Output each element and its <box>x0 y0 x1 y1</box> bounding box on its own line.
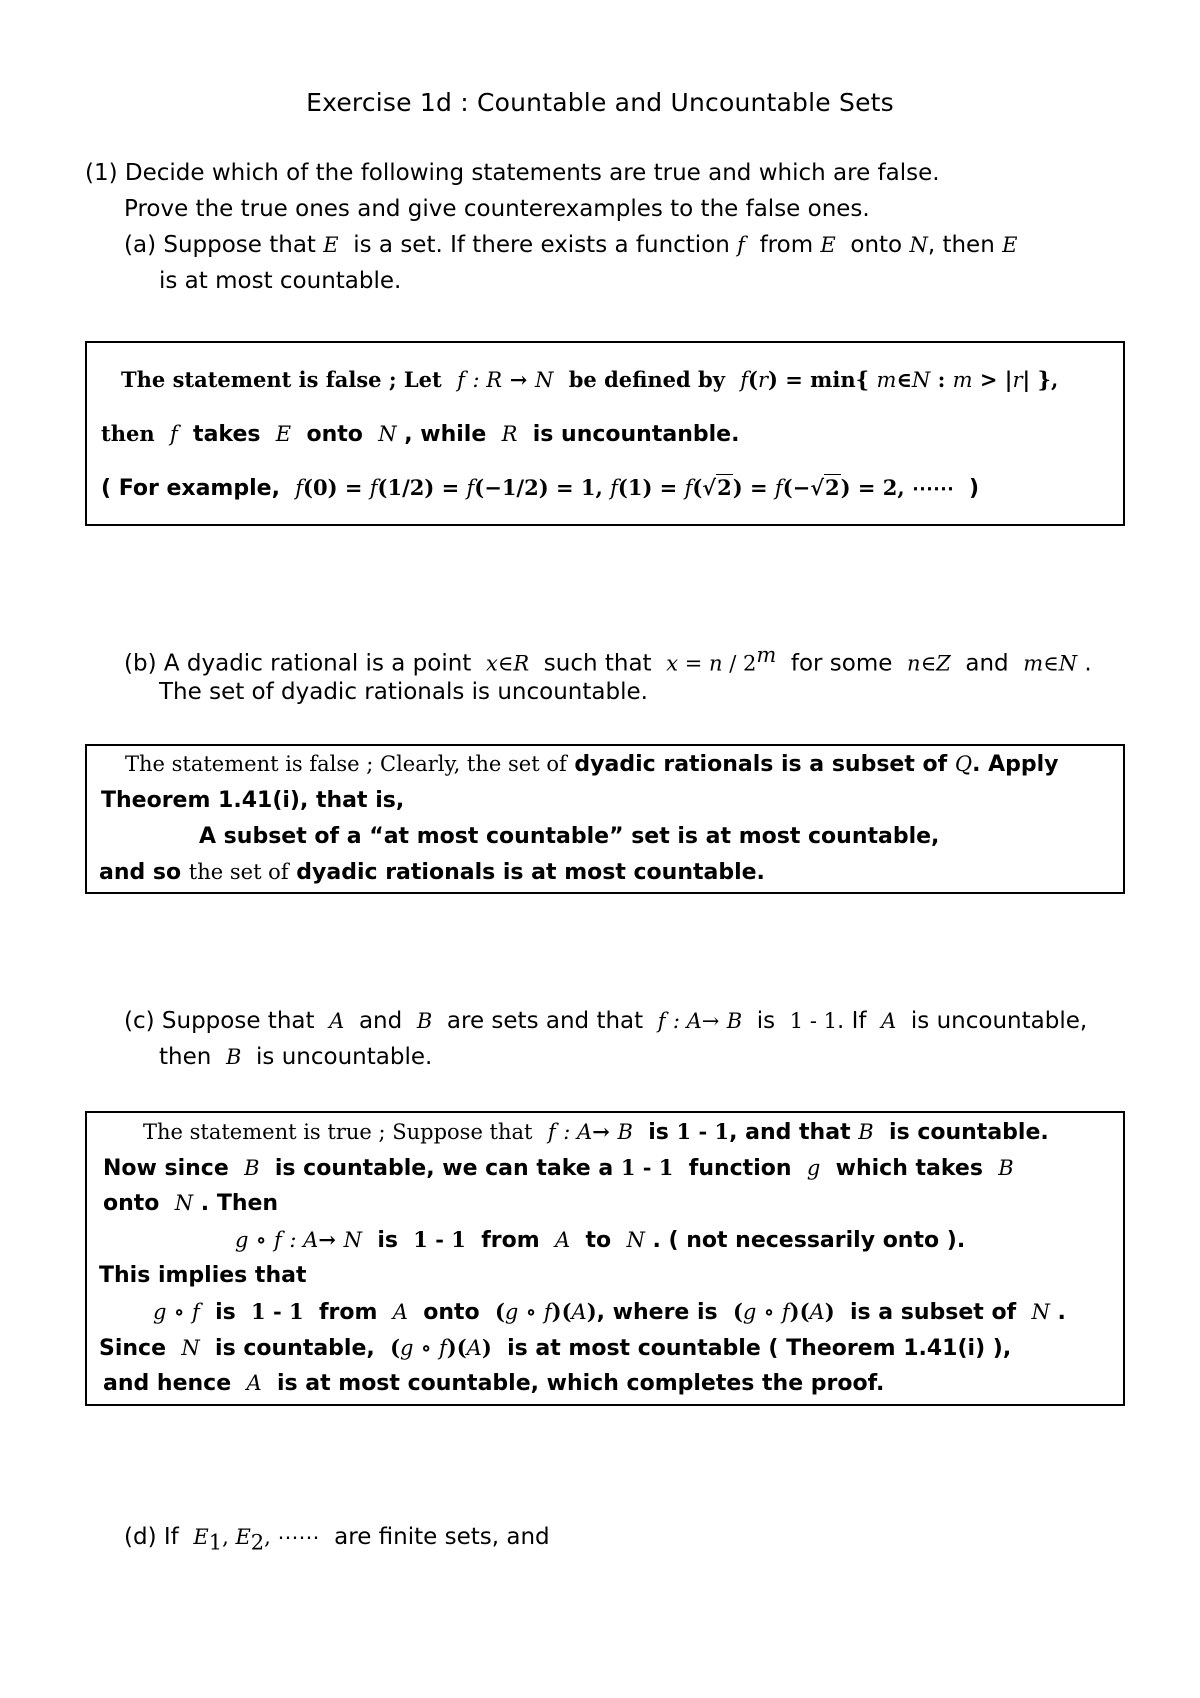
part-c-statement-line2: then B is uncountable. <box>159 1044 433 1070</box>
answer-b-line2: Theorem 1.41(i), that is, <box>101 788 405 813</box>
part-d-statement: (d) If $E_1$, $E_2$, ⋯⋯ are finite sets, and <box>124 1524 550 1555</box>
part-a-statement-line2: is at most countable. <box>159 268 402 294</box>
answer-c-line6: g ∘ f is 1 - 1 from A onto (g ∘ f)(A), where is (g ∘ f)(A) is a subset of N . <box>153 1299 1066 1325</box>
answer-box-b <box>85 744 1125 894</box>
answer-a-line1: The statement is false ; Let f : R → N be defined by f(r) = min{ m∈N : m > |r| }, <box>121 367 1059 392</box>
part-c-statement-line1: (c) Suppose that A and B are sets and that f : A→ B is 1 - 1. If A is uncountable, <box>124 1008 1088 1034</box>
answer-a-line3: ( For example, f(0) = f(1/2) = f(−1/2) = 1, f(1) = f(√2) = f(−√2) = 2, ⋯⋯ ) <box>101 475 980 501</box>
answer-b-line3: A subset of a “at most countable” set is at most countable, <box>199 824 940 849</box>
answer-c-line3: onto N . Then <box>103 1191 279 1216</box>
question-1-line2: Prove the true ones and give counterexamples to the false ones. <box>124 196 870 222</box>
answer-b-line1: The statement is false ; Clearly, the set of dyadic rationals is a subset of Q. Apply <box>125 752 1059 777</box>
page-title: Exercise 1d : Countable and Uncountable Sets <box>306 88 894 117</box>
answer-c-line2: Now since B is countable, we can take a 1 - 1 function g which takes B <box>103 1155 1014 1181</box>
answer-c-line7: Since N is countable, (g ∘ f)(A) is at most countable ( Theorem 1.41(i) ), <box>99 1335 1012 1361</box>
answer-c-line5: This implies that <box>99 1263 307 1288</box>
answer-a-line2: then f takes E onto N , while R is uncountanble. <box>101 421 740 447</box>
answer-b-line4: and so the set of dyadic rationals is at most countable. <box>99 860 765 885</box>
part-a-statement-line1: (a) Suppose that E is a set. If there exists a function f from E onto N, then E <box>124 232 1018 258</box>
answer-c-line1: The statement is true ; Suppose that f : A→ B is 1 - 1, and that B is countable. <box>143 1119 1049 1145</box>
answer-c-line4: g ∘ f : A→ N is 1 - 1 from A to N . ( not necessarily onto ). <box>235 1227 966 1253</box>
answer-box-a <box>85 341 1125 526</box>
answer-box-c <box>85 1111 1125 1406</box>
part-b-statement-line2: The set of dyadic rationals is uncountable. <box>159 679 648 705</box>
answer-c-line8: and hence A is at most countable, which completes the proof. <box>103 1371 885 1396</box>
question-1-line1: (1) Decide which of the following statements are true and which are false. <box>85 160 940 186</box>
part-b-statement-line1: (b) A dyadic rational is a point x∈R such that x = n / 2$^m$ for some n∈Z and m∈N . <box>124 643 1092 677</box>
